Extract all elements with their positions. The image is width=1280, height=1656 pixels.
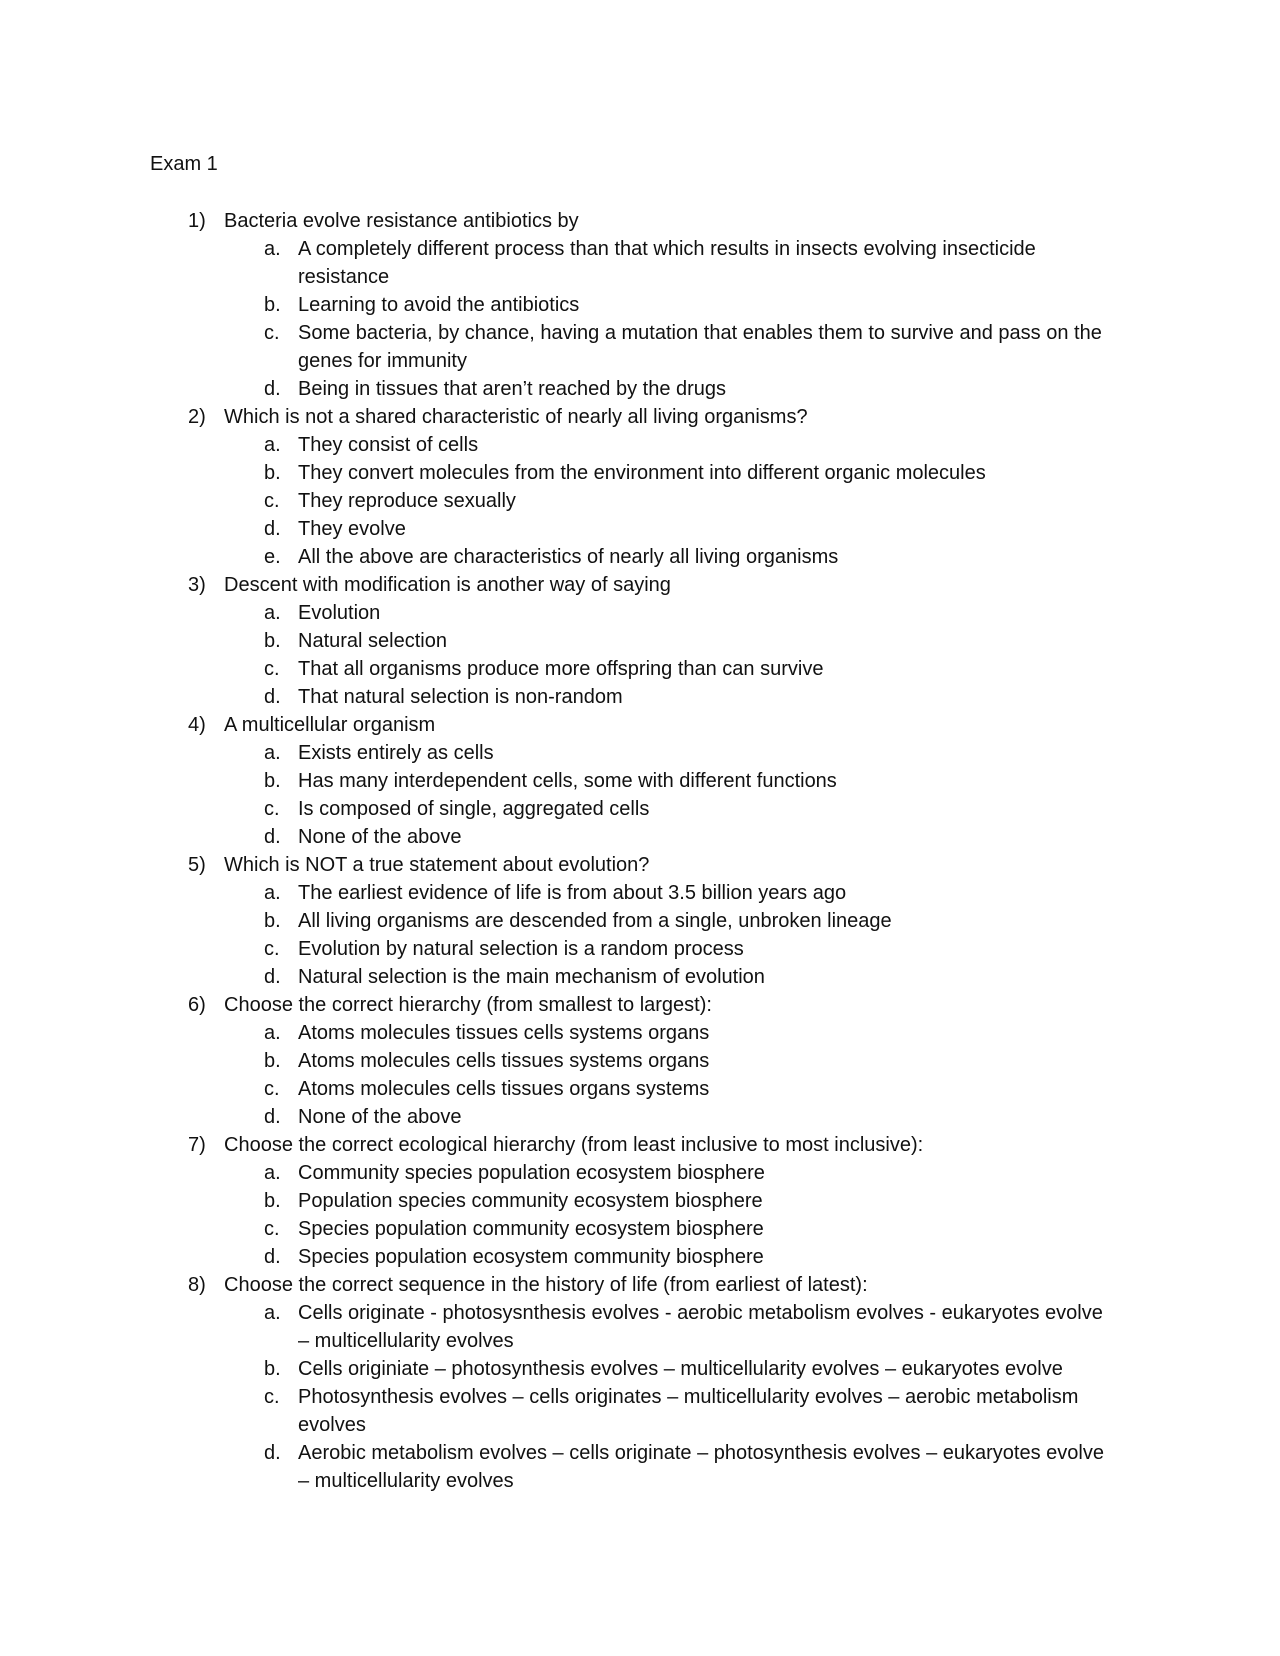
option-item [0, 1159, 1118, 1187]
option-text: Evolution [298, 602, 381, 624]
option-letter: b. [264, 770, 281, 792]
question-item [0, 991, 1120, 1131]
option-text: They reproduce sexually [298, 490, 516, 512]
option-list [0, 879, 1120, 991]
question-text: Choose the correct hierarchy (from smallest to largest): [224, 994, 712, 1016]
question-number: 8) [188, 1274, 206, 1296]
option-item [0, 319, 1118, 375]
option-item [0, 291, 1118, 319]
option-letter: a. [264, 434, 281, 456]
option-letter: a. [264, 1022, 281, 1044]
question-text: Bacteria evolve resistance antibiotics by [224, 210, 579, 232]
option-text: Species population community ecosystem biosphere [298, 1218, 764, 1240]
option-text: That natural selection is non-random [298, 686, 623, 708]
option-letter: b. [264, 1190, 281, 1212]
option-text: A completely different process than that which results in insects evolving insecticide resistance [298, 238, 1036, 288]
option-text: Community species population ecosystem biosphere [298, 1162, 765, 1184]
option-text: Evolution by natural selection is a random process [298, 938, 744, 960]
option-text: They evolve [298, 518, 406, 540]
option-text: Atoms molecules cells tissues systems organs [298, 1050, 710, 1072]
question-text: Which is not a shared characteristic of nearly all living organisms? [224, 406, 808, 428]
option-item [0, 543, 1118, 571]
option-letter: a. [264, 1162, 281, 1184]
option-list [0, 235, 1120, 403]
option-text: Cells originate - photosysnthesis evolves - aerobic metabolism evolves - eukaryotes evolve – multicellularity evolves [298, 1302, 1103, 1352]
option-text: Exists entirely as cells [298, 742, 494, 764]
option-text: Aerobic metabolism evolves – cells originate – photosynthesis evolves – eukaryotes evolve – multicellularity evolves [298, 1442, 1104, 1492]
option-letter: c. [264, 490, 280, 512]
option-letter: d. [264, 1442, 281, 1464]
option-text: The earliest evidence of life is from about 3.5 billion years ago [298, 882, 847, 904]
option-item [0, 1299, 1118, 1355]
question-text: Which is NOT a true statement about evolution? [224, 854, 650, 876]
option-item [0, 1215, 1118, 1243]
option-item [0, 487, 1118, 515]
option-text: Natural selection is the main mechanism of evolution [298, 966, 765, 988]
option-item [0, 1187, 1118, 1215]
option-item [0, 1243, 1118, 1271]
option-text: None of the above [298, 1106, 462, 1128]
page-title: Exam 1 [150, 153, 218, 175]
option-item [0, 1383, 1118, 1439]
option-letter: d. [264, 826, 281, 848]
option-text: They consist of cells [298, 434, 479, 456]
option-item [0, 739, 1118, 767]
option-text: Some bacteria, by chance, having a mutation that enables them to survive and pass on the genes for immunity [298, 322, 1102, 372]
option-letter: d. [264, 518, 281, 540]
question-item [0, 1131, 1120, 1271]
option-letter: d. [264, 966, 281, 988]
option-item [0, 823, 1118, 851]
option-letter: a. [264, 742, 281, 764]
question-text: Choose the correct sequence in the history of life (from earliest of latest): [224, 1274, 868, 1296]
question-number: 7) [188, 1134, 206, 1156]
option-item [0, 879, 1118, 907]
option-letter: c. [264, 798, 280, 820]
option-text: Photosynthesis evolves – cells originates – multicellularity evolves – aerobic metabolism evolves [298, 1386, 1079, 1436]
option-text: They convert molecules from the environment into different organic molecules [298, 462, 986, 484]
option-item [0, 1047, 1118, 1075]
question-number: 3) [188, 574, 206, 596]
question-item [0, 207, 1120, 403]
option-item [0, 1355, 1118, 1383]
option-letter: a. [264, 1302, 281, 1324]
option-letter: c. [264, 938, 280, 960]
option-item [0, 1103, 1118, 1131]
option-list [0, 1019, 1120, 1131]
question-number: 6) [188, 994, 206, 1016]
question-list [0, 207, 1280, 1495]
option-item [0, 1019, 1118, 1047]
option-letter: d. [264, 378, 281, 400]
option-letter: b. [264, 1358, 281, 1380]
option-text: Has many interdependent cells, some with different functions [298, 770, 837, 792]
option-list [0, 739, 1120, 851]
option-item [0, 459, 1118, 487]
option-text: All living organisms are descended from a single, unbroken lineage [298, 910, 892, 932]
question-text: Descent with modification is another way of saying [224, 574, 671, 596]
option-item [0, 935, 1118, 963]
option-text: Population species community ecosystem biosphere [298, 1190, 763, 1212]
option-letter: c. [264, 658, 280, 680]
option-letter: c. [264, 1386, 280, 1408]
option-text: That all organisms produce more offspring than can survive [298, 658, 824, 680]
question-number: 2) [188, 406, 206, 428]
question-number: 5) [188, 854, 206, 876]
option-text: Atoms molecules tissues cells systems organs [298, 1022, 710, 1044]
option-item [0, 1075, 1118, 1103]
option-letter: a. [264, 882, 281, 904]
option-letter: b. [264, 630, 281, 652]
option-item [0, 795, 1118, 823]
option-letter: a. [264, 602, 281, 624]
option-letter: c. [264, 322, 280, 344]
option-letter: d. [264, 1106, 281, 1128]
option-letter: d. [264, 1246, 281, 1268]
question-text: Choose the correct ecological hierarchy (from least inclusive to most inclusive): [224, 1134, 924, 1156]
option-letter: a. [264, 238, 281, 260]
option-item [0, 627, 1118, 655]
option-text: Cells originiate – photosynthesis evolves – multicellularity evolves – eukaryotes evolve [298, 1358, 1063, 1380]
option-letter: d. [264, 686, 281, 708]
option-letter: b. [264, 1050, 281, 1072]
option-letter: b. [264, 294, 281, 316]
option-text: Being in tissues that aren’t reached by the drugs [298, 378, 727, 400]
question-item [0, 711, 1120, 851]
option-text: Species population ecosystem community biosphere [298, 1246, 764, 1268]
option-letter: b. [264, 462, 281, 484]
option-letter: b. [264, 910, 281, 932]
option-item [0, 515, 1118, 543]
option-list [0, 1299, 1120, 1495]
option-text: All the above are characteristics of nearly all living organisms [298, 546, 839, 568]
option-letter: c. [264, 1218, 280, 1240]
option-list [0, 1159, 1120, 1271]
option-item [0, 907, 1118, 935]
option-item [0, 767, 1118, 795]
option-item [0, 431, 1118, 459]
option-text: Atoms molecules cells tissues organs systems [298, 1078, 710, 1100]
question-item [0, 571, 1120, 711]
question-number: 4) [188, 714, 206, 736]
option-letter: c. [264, 1078, 280, 1100]
option-item [0, 963, 1118, 991]
option-text: None of the above [298, 826, 462, 848]
option-item [0, 375, 1118, 403]
question-item [0, 1271, 1120, 1495]
option-text: Is composed of single, aggregated cells [298, 798, 650, 820]
option-text: Natural selection [298, 630, 447, 652]
option-letter: e. [264, 546, 281, 568]
question-item [0, 851, 1120, 991]
question-number: 1) [188, 210, 206, 232]
option-item [0, 683, 1118, 711]
question-text: A multicellular organism [224, 714, 436, 736]
option-text: Learning to avoid the antibiotics [298, 294, 580, 316]
option-item [0, 1439, 1118, 1495]
option-item [0, 655, 1118, 683]
option-list [0, 599, 1120, 711]
question-item [0, 403, 1120, 571]
option-item [0, 235, 1118, 291]
option-item [0, 599, 1118, 627]
option-list [0, 431, 1120, 571]
